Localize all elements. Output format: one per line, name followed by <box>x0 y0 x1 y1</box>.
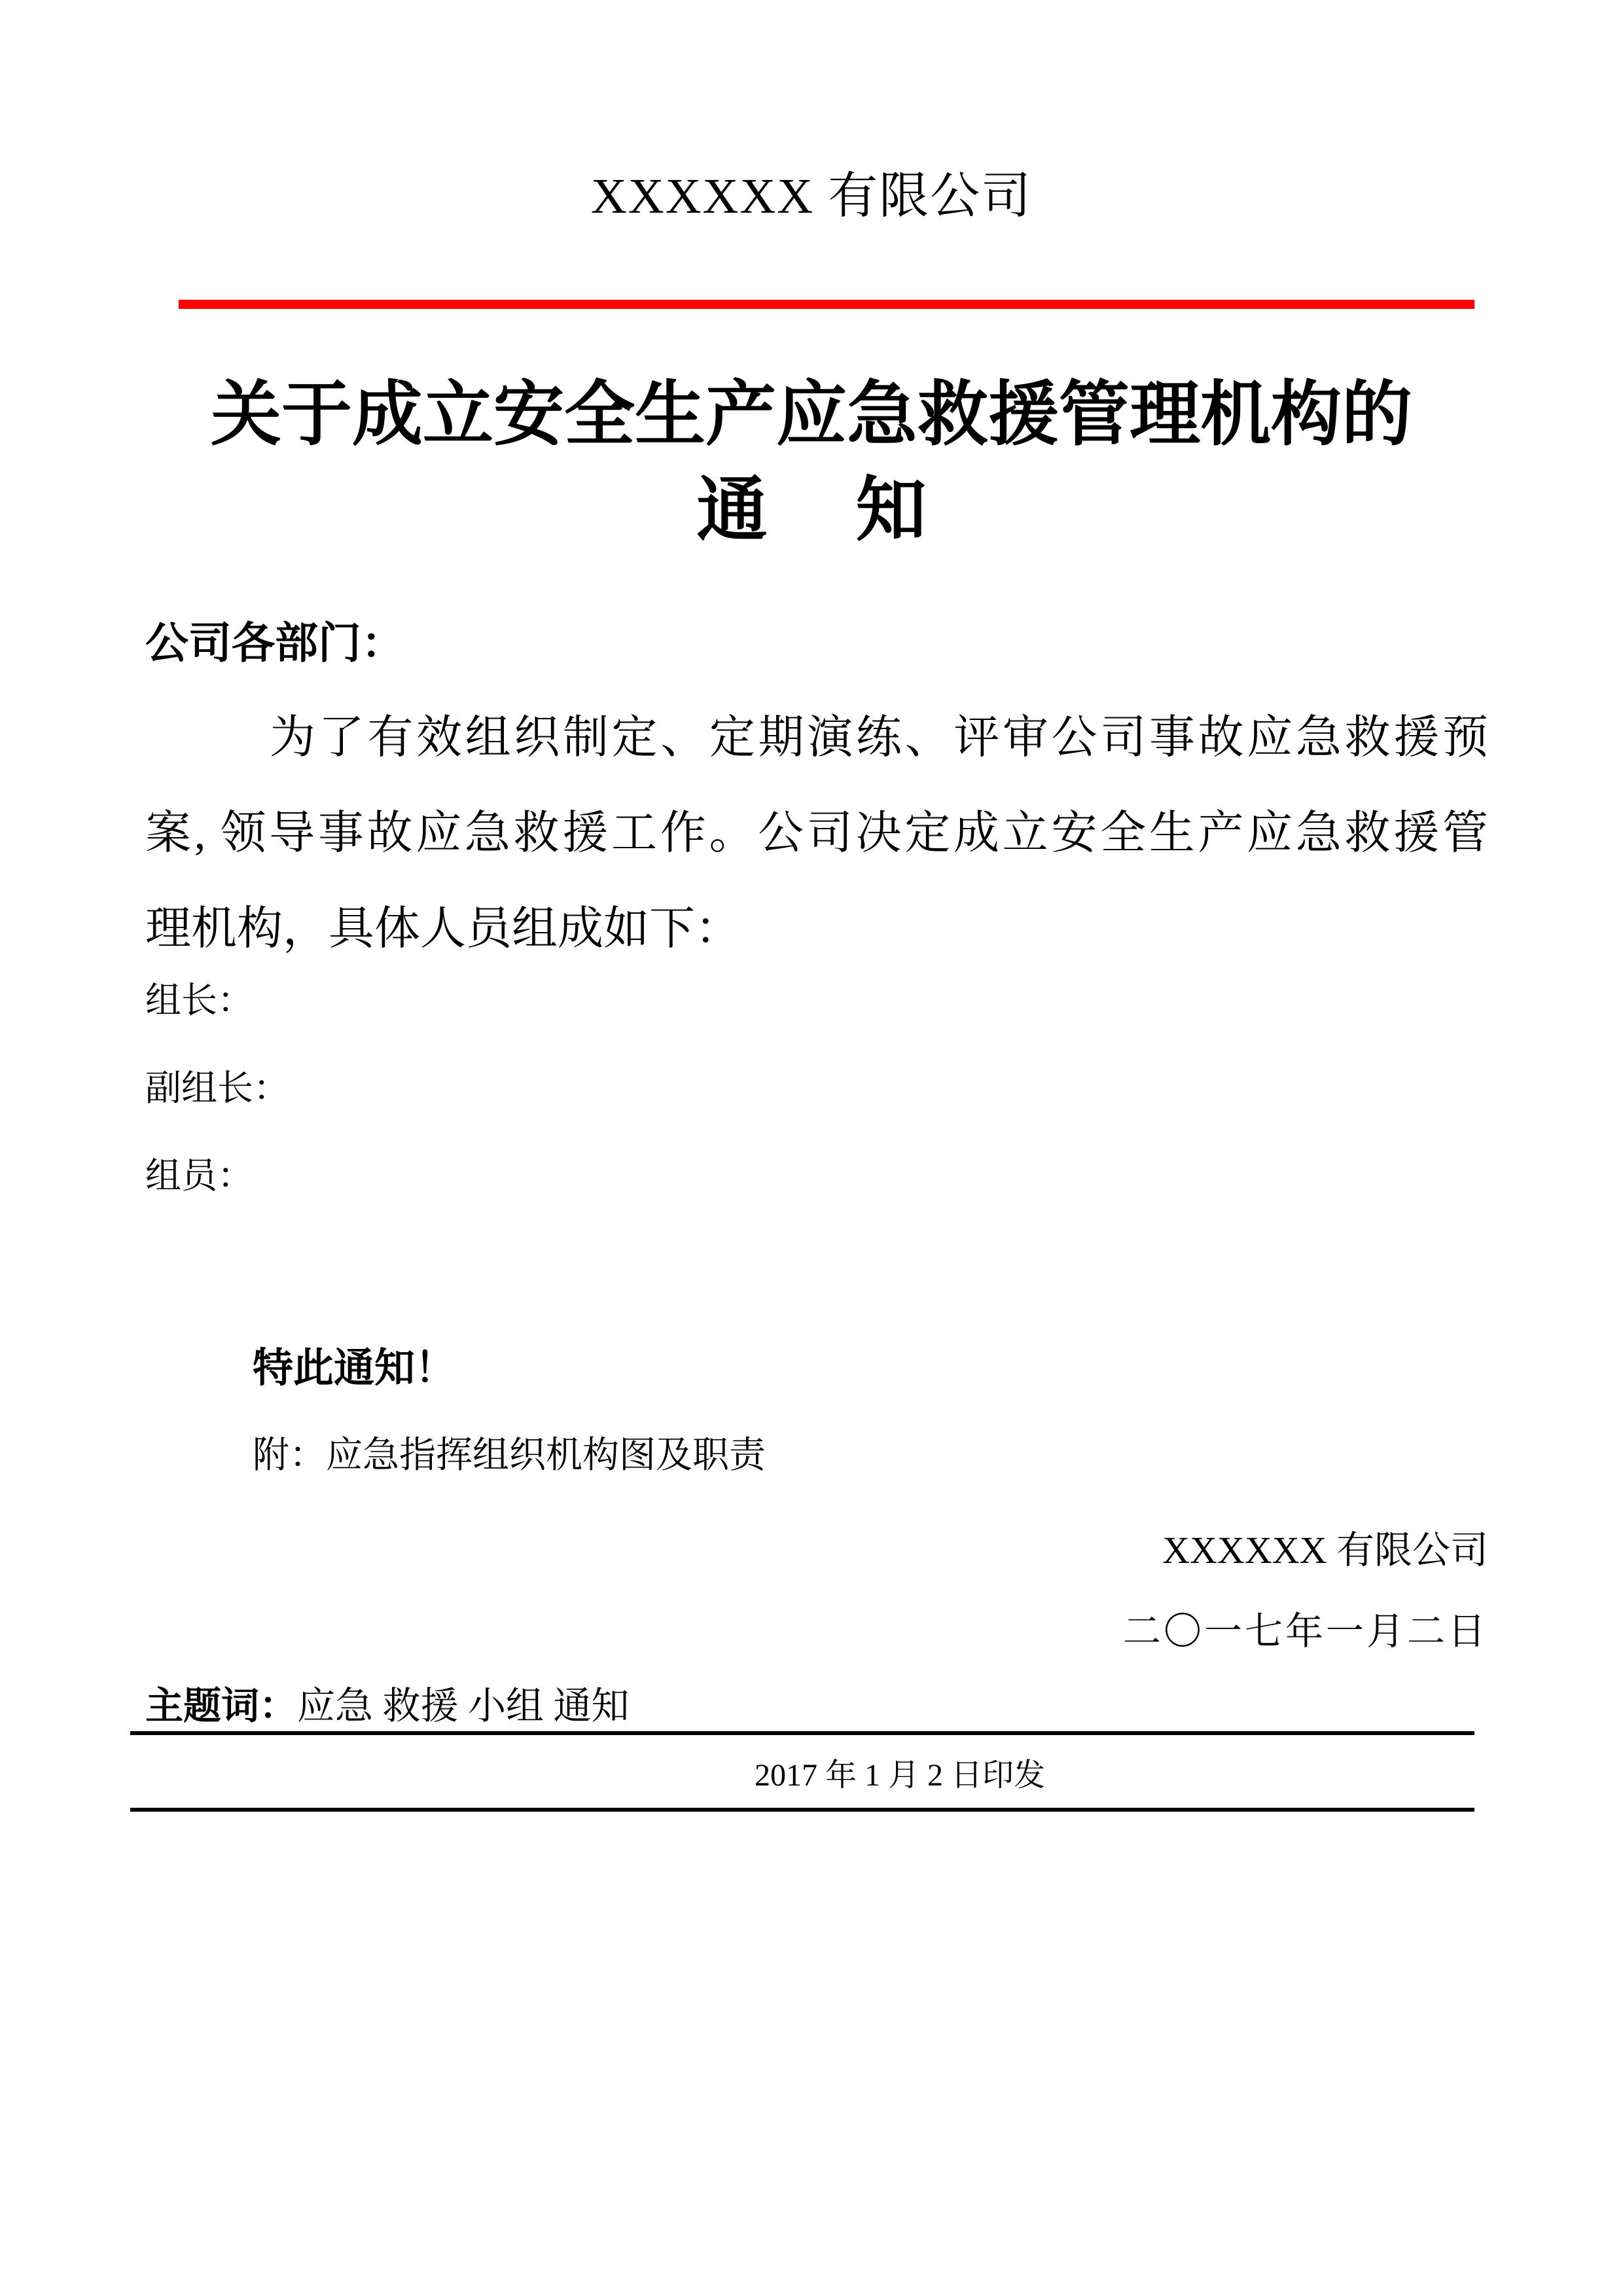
keywords-label: 主题词： <box>145 1685 298 1727</box>
footer-rule-top <box>130 1731 1474 1735</box>
roles-list <box>145 957 289 1220</box>
signature-date: 二〇一七年一月二日 <box>1122 1610 1488 1653</box>
role-members-label: 组员： <box>145 1156 254 1196</box>
footer-rule-bottom <box>130 1808 1474 1812</box>
attachment-note: 附：应急指挥组织机构图及职责 <box>253 1435 766 1476</box>
document-title-line1: 关于成立安全生产应急救援管理机构的 <box>210 376 1412 454</box>
paragraph-line-2: 案, 领导事故应急救援工作。公司决定成立安全生产应急救援管 <box>145 808 1488 859</box>
signature-company-name: XXXXXX 有限公司 <box>1162 1529 1488 1571</box>
paragraph-line-1: 为了有效组织制定、定期演练、评审公司事故应急救援预 <box>270 713 1488 763</box>
salutation: 公司各部门： <box>145 620 404 668</box>
document-title <box>0 368 1623 559</box>
role-leader-label: 组长： <box>145 980 254 1020</box>
conclusion-statement: 特此通知！ <box>253 1346 456 1391</box>
keywords-line <box>145 1681 630 1732</box>
paragraph-line-3: 理机构，具体人员组成如下： <box>145 904 741 954</box>
body-paragraph <box>145 691 1488 977</box>
letterhead-divider-line <box>179 300 1474 309</box>
role-deputy-leader-label: 副组长： <box>145 1068 290 1108</box>
letterhead-company-name: XXXXXX 有限公司 <box>590 169 1033 224</box>
print-date: 2017 年 1 月 2 日印发 <box>754 1758 1045 1793</box>
document-title-line2: 通 知 <box>696 472 927 550</box>
keywords-value: 应急 救援 小组 通知 <box>297 1685 630 1727</box>
